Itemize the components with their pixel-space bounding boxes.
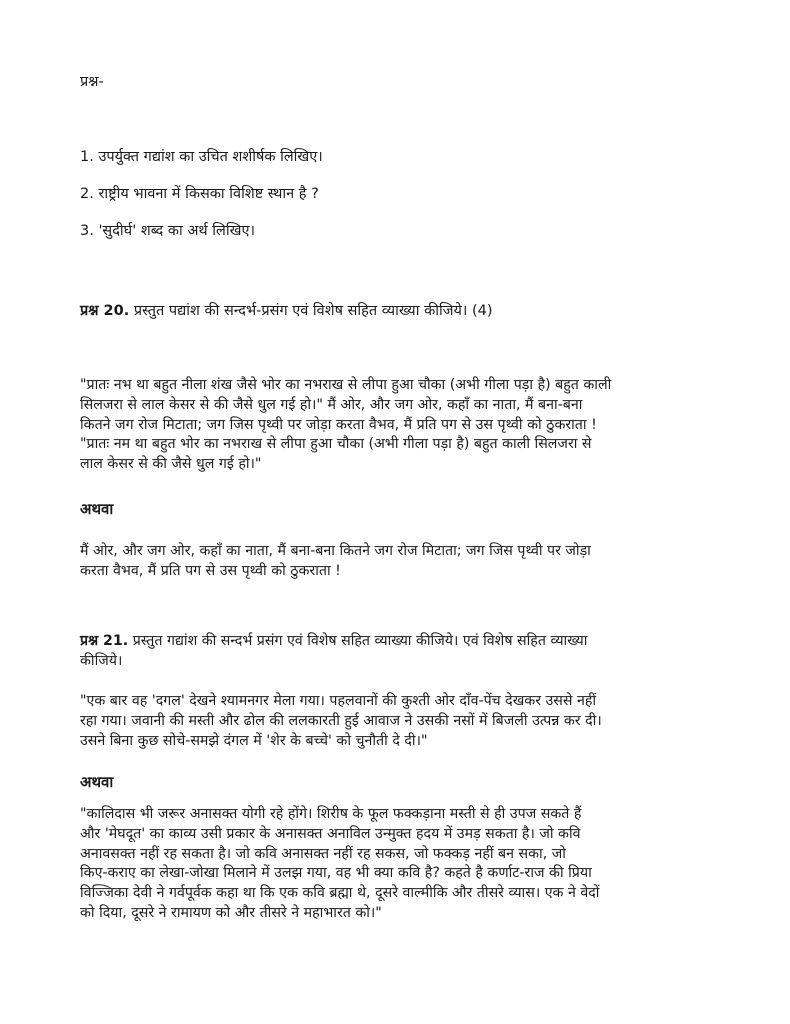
question-item-2: 2. राष्ट्रीय भावना में किसका विशिष्ट स्थान है ? — [80, 186, 319, 202]
passage-line: "कालिदास भी जरूर अनासक्त योगी रहे होंगे। शिरीष के फूल फक्कड़ाना मस्ती से ही उपज सकते हैं — [80, 806, 582, 822]
passage-line: को दिया, दूसरे ने रामायण को और तीसरे ने महाभारत को।" — [80, 904, 382, 921]
question-20-text: प्रस्तुत पद्यांश की सन्दर्भ-प्रसंग एवं विशेष सहित व्याख्या कीजिये। (4) — [129, 303, 493, 319]
passage-line: करता वैभव, मैं प्रति पग से उस पृथ्वी को ठुकराता ! — [80, 562, 341, 579]
question-item-1: 1. उपर्युक्त गद्यांश का उचित शशीर्षक लिखिए। — [80, 149, 323, 165]
question-21-text: प्रस्तुत गद्यांश की सन्दर्भ प्रसंग एवं विशेष सहित व्याख्या कीजिये। एवं विशेष सहित व्याख्या — [128, 633, 588, 649]
passage-line: सिलजरा से लाल केसर से की जैसे धुल गई हो।" मैं ओर, और जग ओर, कहाँ का नाता, मैं बना-बना — [80, 396, 583, 413]
passage-line: "प्रातः नम था बहुत भोर का नभराख से लीपा हुआ चौका (अभी गीला पड़ा है) बहुत काली सिलजरा से — [80, 436, 592, 453]
passage-line: कितने जग रोज मिटाता; जग जिस पृथ्वी पर जोड़ा करता वैभव, मैं प्रति पग से उस पृथ्वी को ठुकराता ! — [80, 416, 597, 433]
passage-line: "एक बार वह 'दगल' देखने श्यामनगर मेला गया। पहलवानों की कुश्ती ओर दाँव-पेंच देखकर उससे नहीं — [80, 693, 597, 709]
question-21-line-2: कीजिये। — [80, 652, 123, 669]
question-20-number: प्रश्न 20. — [80, 303, 130, 319]
passage-line: अनावसक्त नहीं रह सकता है। जो कवि अनासक्त नहीं रह सकस, जो फक्कड़ नहीं बन सका, जो — [80, 845, 566, 862]
passage-line: रहा गया। जवानी की मस्ती और ढोल की ललकारती हुई आवाज ने उसकी नसों में बिजली उत्पन्न कर दी। — [80, 712, 602, 729]
passage-line: उसने बिना कुछ सोचे-समझे दंगल में 'शेर के बच्चे' को चुनौती दे दी।" — [80, 732, 428, 749]
question-21-title — [80, 632, 720, 672]
question-20-passage — [80, 376, 720, 475]
question-21-number: प्रश्न 21. — [80, 633, 129, 649]
athva-label-2: अथवा — [80, 773, 114, 791]
passage-line: लाल केसर से की जैसे धुल गई हो।" — [80, 456, 262, 473]
passage-line: किए-कराए का लेखा-जोखा मिलाने में उलझ गया, वह भी क्या कवि है? कहते है कर्णाट-राज की प्रिया — [80, 865, 592, 882]
passage-line: मैं ओर, और जग ओर, कहाँ का नाता, मैं बना-बना कितने जग रोज मिटाता; जग जिस पृथ्वी पर जोड़ा — [80, 543, 591, 559]
question-item-3: 3. 'सुदीर्घ' शब्द का अर्थ लिखिए। — [80, 223, 256, 239]
question-21-line-1 — [80, 632, 720, 652]
question-20-title — [80, 301, 493, 321]
prashn-heading: प्रश्न- — [80, 74, 104, 90]
question-21-passage — [80, 692, 720, 751]
passage-line: और 'मेघदूत' का काव्य उसी प्रकार के अनासक्त अनाविल उन्मुक्त हदय में उमड़ सकता है। जो कवि — [80, 825, 581, 842]
question-21-alt-passage — [80, 805, 720, 924]
passage-line: "प्रातः नभ था बहुत नीला शंख जैसे भोर का नभराख से लीपा हुआ चौका (अभी गीला पड़ा है) बहुत काली — [80, 377, 612, 393]
question-20-alt-passage — [80, 542, 720, 582]
passage-line: विज्जिका देवी ने गर्वपूर्वक कहा था कि एक कवि ब्रह्मा थे, दूसरे वाल्मीकि और तीसरे व्यास। एक ने वेदों — [80, 885, 600, 902]
athva-label-1: अथवा — [80, 500, 114, 518]
